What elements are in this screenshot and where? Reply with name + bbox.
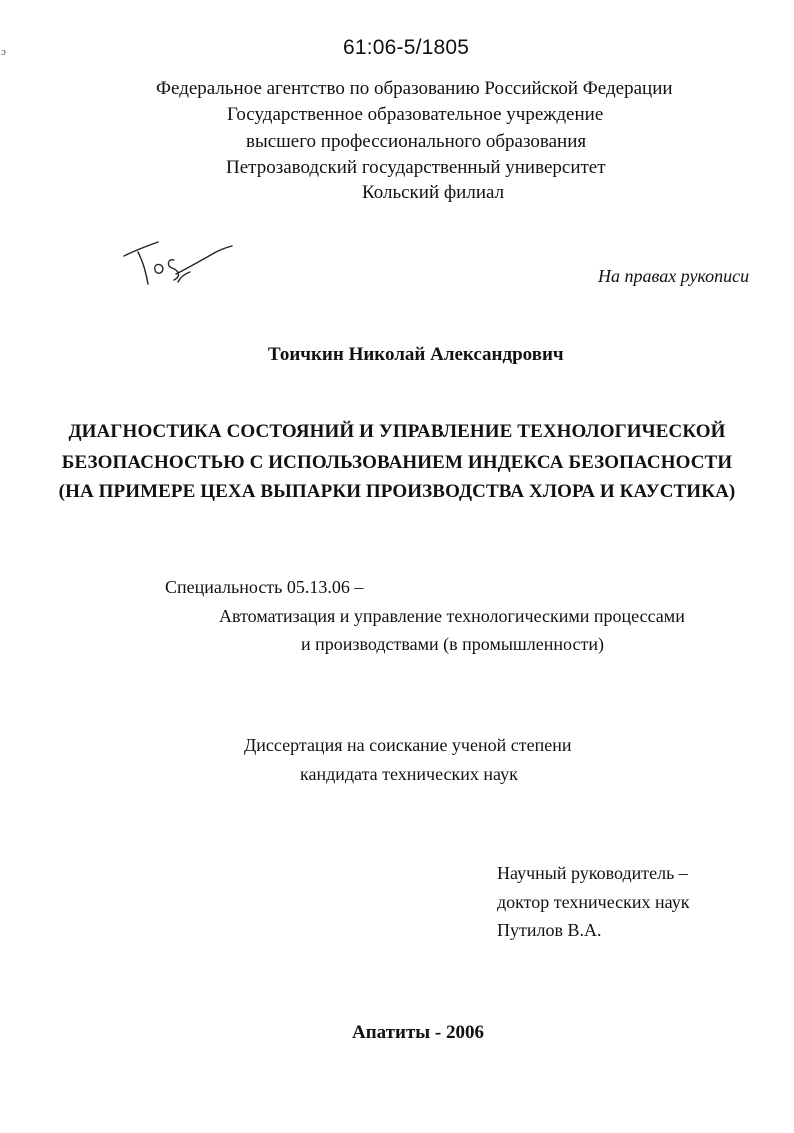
catalog-number: 61:06-5/1805	[343, 36, 470, 59]
advisor-name: Путилов В.А.	[497, 920, 602, 940]
advisor-role: Научный руководитель –	[497, 863, 688, 883]
organization-line-3: высшего профессионального образования	[246, 131, 587, 152]
organization-line-5: Кольский филиал	[362, 182, 505, 203]
advisor-degree: доктор технических наук	[497, 892, 690, 912]
author-name: Тоичкин Николай Александрович	[268, 344, 564, 365]
margin-mark: ɔ	[1, 46, 6, 58]
manuscript-note: На правах рукописи	[598, 266, 750, 286]
degree-line-1: Диссертация на соискание ученой степени	[244, 735, 572, 755]
dissertation-title-line-3: (НА ПРИМЕРЕ ЦЕХА ВЫПАРКИ ПРОИЗВОДСТВА ХЛОРА И КАУСТИКА)	[58, 481, 736, 502]
specialty-name-line-1: Автоматизация и управление технологическими процессами	[219, 606, 685, 626]
place-and-year: Апатиты - 2006	[352, 1022, 484, 1043]
organization-line-1: Федеральное агентство по образованию Российской Федерации	[156, 78, 673, 99]
specialty-name-line-2: и производствами (в промышленности)	[301, 634, 604, 654]
handwritten-signature	[118, 230, 236, 290]
organization-line-4: Петрозаводский государственный университет	[226, 157, 606, 178]
degree-line-2: кандидата технических наук	[300, 764, 518, 784]
dissertation-title-line-1: ДИАГНОСТИКА СОСТОЯНИЙ И УПРАВЛЕНИЕ ТЕХНОЛОГИЧЕСКОЙ	[68, 421, 726, 442]
organization-line-2: Государственное образовательное учреждение	[227, 104, 604, 125]
specialty-code: Специальность 05.13.06 –	[165, 577, 364, 597]
dissertation-title-line-2: БЕЗОПАСНОСТЬЮ С ИСПОЛЬЗОВАНИЕМ ИНДЕКСА БЕЗОПАСНОСТИ	[61, 452, 733, 473]
